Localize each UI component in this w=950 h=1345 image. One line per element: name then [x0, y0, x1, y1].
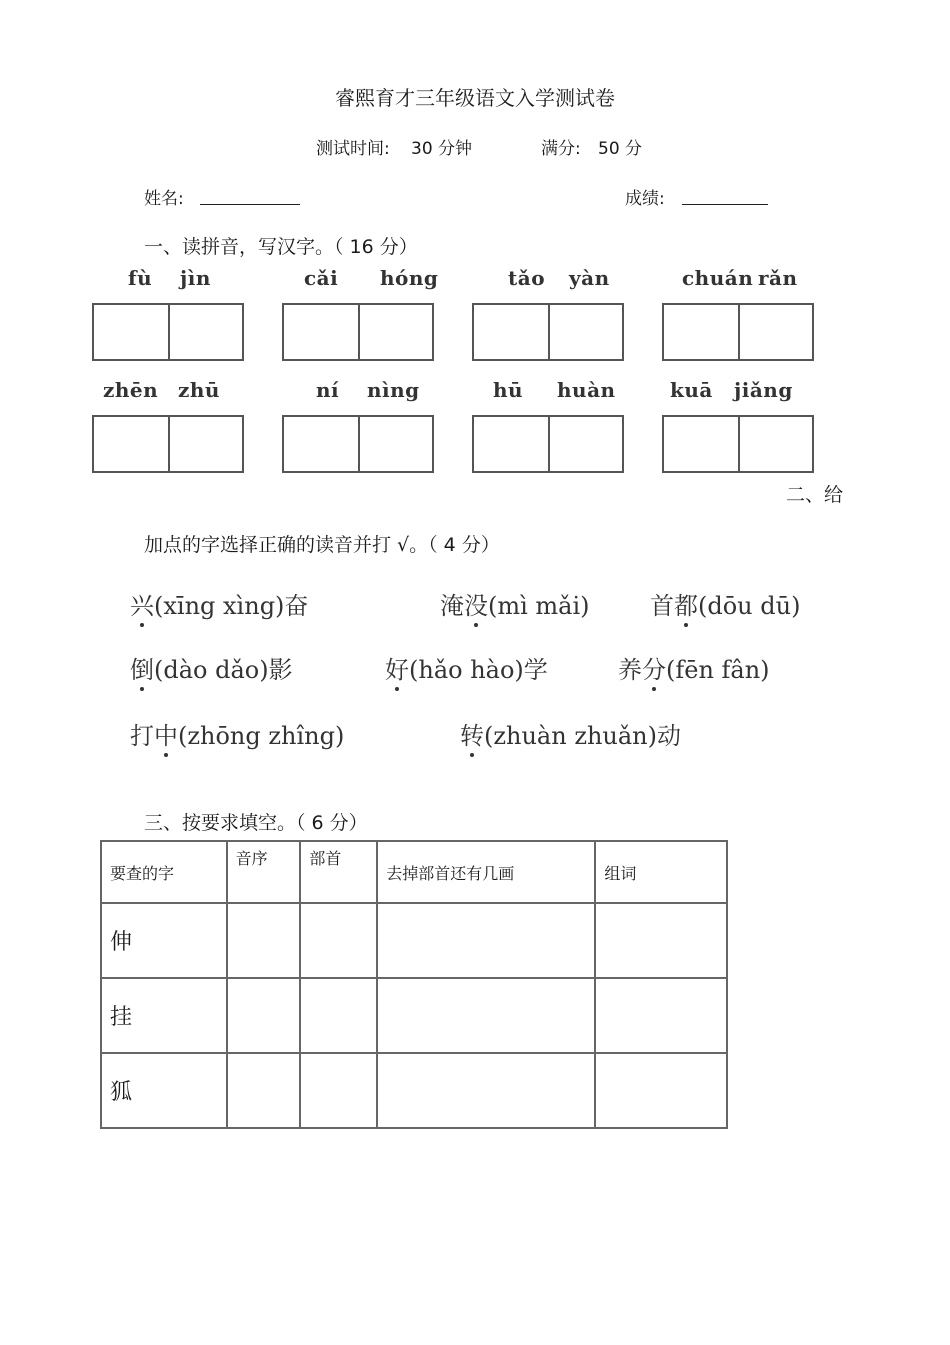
dotted-char: 没 — [464, 586, 488, 621]
col-header: 去掉部首还有几画 — [377, 841, 595, 903]
pronunciation-item[interactable] — [130, 586, 308, 621]
rest-char: 影 — [268, 656, 293, 684]
table-header-row — [101, 841, 727, 903]
writing-grid[interactable] — [662, 415, 814, 473]
pinyin: zhēn — [103, 378, 159, 402]
pre-char: 淹 — [440, 592, 464, 620]
pinyin: hóng — [380, 266, 439, 290]
pronunciation-item[interactable] — [650, 586, 800, 621]
col-header: 部首 — [300, 841, 377, 903]
dotted-char: 中 — [154, 716, 178, 751]
answer-cell[interactable] — [300, 1053, 377, 1128]
pinyin: yàn — [569, 266, 610, 290]
rest-char: 学 — [523, 656, 548, 684]
page-title: 睿熙育才三年级语文入学测试卷 — [335, 86, 615, 110]
pinyin: hū — [493, 378, 524, 402]
pinyin: rǎn — [758, 266, 798, 290]
pinyin: cǎi — [304, 266, 339, 290]
rest-char: 动 — [657, 722, 682, 750]
pron-options: (fēn fân) — [666, 656, 770, 684]
pronunciation-item[interactable] — [440, 586, 590, 621]
section2-number: 二、给 — [786, 484, 844, 506]
pinyin: tǎo — [508, 266, 546, 290]
score-label: 满分: — [541, 139, 581, 159]
dotted-char: 都 — [674, 586, 698, 621]
answer-cell[interactable] — [300, 903, 377, 978]
fill-table — [100, 840, 728, 1129]
col-header: 音序 — [227, 841, 301, 903]
writing-grid[interactable] — [472, 415, 624, 473]
col-header: 组词 — [595, 841, 727, 903]
table-row — [101, 1053, 727, 1128]
answer-cell[interactable] — [595, 978, 727, 1053]
answer-cell[interactable] — [377, 1053, 595, 1128]
answer-cell[interactable] — [227, 978, 301, 1053]
time-label: 测试时间: — [316, 139, 390, 159]
table-row — [101, 978, 727, 1053]
writing-grid[interactable] — [282, 415, 434, 473]
pronunciation-item[interactable] — [130, 650, 293, 685]
pinyin: ní — [316, 378, 340, 402]
query-char: 挂 — [101, 978, 227, 1053]
name-label: 姓名: — [144, 189, 184, 209]
pre-char: 首 — [650, 592, 674, 620]
col-header: 要查的字 — [101, 841, 227, 903]
pinyin: jìn — [180, 266, 211, 290]
answer-cell[interactable] — [595, 1053, 727, 1128]
dotted-char: 兴 — [130, 586, 154, 621]
answer-cell[interactable] — [227, 1053, 301, 1128]
pinyin: fù — [128, 266, 153, 290]
writing-grid[interactable] — [92, 303, 244, 361]
time-value: 30 分钟 — [411, 139, 473, 159]
pinyin: zhū — [178, 378, 220, 402]
section2-heading: 加点的字选择正确的读音并打 √。（ 4 分） — [144, 534, 500, 556]
writing-grid[interactable] — [472, 303, 624, 361]
answer-cell[interactable] — [227, 903, 301, 978]
pron-options: (zhōng zhîng) — [178, 722, 345, 750]
pron-options: (dōu dū) — [698, 592, 801, 620]
section3-heading: 三、按要求填空。（ 6 分） — [144, 812, 368, 834]
pinyin: huàn — [557, 378, 616, 402]
score-value: 50 分 — [598, 139, 643, 159]
dotted-char: 转 — [460, 716, 484, 751]
grade-blank[interactable] — [682, 186, 768, 205]
answer-cell[interactable] — [377, 903, 595, 978]
pron-options: (zhuàn zhuǎn) — [484, 722, 658, 750]
writing-grid[interactable] — [282, 303, 434, 361]
dotted-char: 好 — [385, 650, 409, 685]
writing-grid[interactable] — [662, 303, 814, 361]
section1-heading: 一、读拼音，写汉字。（ 16 分） — [144, 236, 418, 258]
pron-options: (dào dǎo) — [154, 656, 269, 684]
pinyin: jiǎng — [734, 378, 793, 402]
answer-cell[interactable] — [377, 978, 595, 1053]
pronunciation-item[interactable] — [618, 650, 770, 685]
name-blank[interactable] — [200, 186, 300, 205]
writing-grid[interactable] — [92, 415, 244, 473]
table-row — [101, 903, 727, 978]
pron-options: (xīng xìng) — [154, 592, 285, 620]
pron-options: (mì mǎi) — [488, 592, 590, 620]
pinyin: nìng — [367, 378, 420, 402]
pronunciation-item[interactable] — [130, 716, 344, 751]
pronunciation-item[interactable] — [385, 650, 548, 685]
pinyin: kuā — [670, 378, 713, 402]
pinyin: chuán — [682, 266, 754, 290]
answer-cell[interactable] — [595, 903, 727, 978]
answer-cell[interactable] — [300, 978, 377, 1053]
grade-label: 成绩: — [625, 189, 665, 209]
dotted-char: 倒 — [130, 650, 154, 685]
query-char: 狐 — [101, 1053, 227, 1128]
pre-char: 养 — [618, 656, 642, 684]
pron-options: (hǎo hào) — [409, 656, 524, 684]
dotted-char: 分 — [642, 650, 666, 685]
pre-char: 打 — [130, 722, 154, 750]
query-char: 伸 — [101, 903, 227, 978]
pronunciation-item[interactable] — [460, 716, 681, 751]
rest-char: 奋 — [284, 592, 309, 620]
